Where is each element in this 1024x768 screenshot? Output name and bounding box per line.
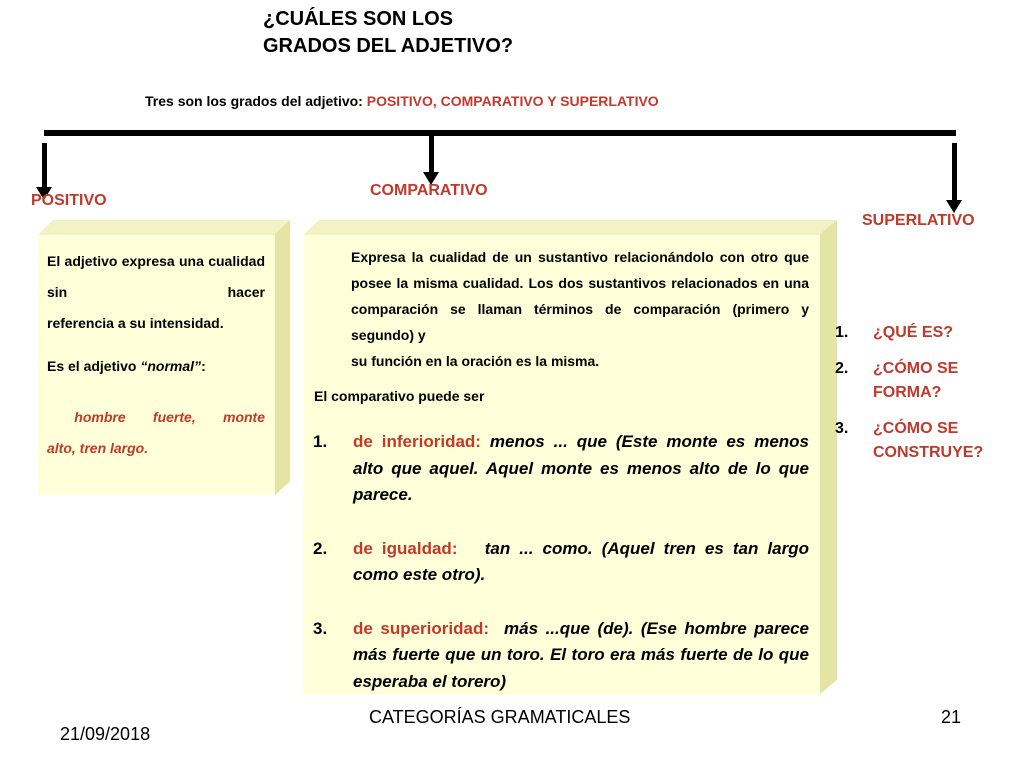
comparativo-intro (351, 244, 809, 374)
comparativo-text: más ...que (de). (Ese hombre parece más fuerte que un toro. El toro era más fuerte de lo que esperaba el torero) (353, 618, 814, 691)
list-number: 3. (835, 420, 849, 437)
title-line-1: ¿CUÁLES SON LOS (263, 8, 454, 30)
list-item (835, 357, 1013, 405)
list-number: 1. (835, 324, 849, 341)
subtitle (145, 93, 659, 109)
label-superlativo: SUPERLATIVO (862, 212, 975, 229)
positivo-normal (47, 351, 265, 382)
footer-date: 21/09/2018 (60, 724, 151, 744)
list-body (353, 616, 814, 696)
comparativo-list (313, 429, 814, 722)
list-item (835, 321, 1013, 345)
footer-title: CATEGORÍAS GRAMATICALES (369, 707, 631, 727)
list-body (353, 536, 814, 589)
positivo-box-top (38, 220, 290, 235)
superlativo-list (835, 321, 1013, 477)
arrow-comparativo-line (429, 136, 434, 173)
comparativo-box-top (303, 220, 837, 235)
comparativo-intro-end: su función en la oración es la misma. (351, 353, 600, 369)
comparativo-term: de igualdad: (353, 538, 458, 558)
list-item (313, 536, 814, 589)
positivo-normal-italic: “normal” (140, 358, 202, 374)
list-number: 2. (313, 538, 328, 558)
list-body (353, 429, 809, 509)
arrow-positivo-line (42, 143, 47, 188)
connector-bar (44, 130, 956, 136)
comparativo-text: menos ... que (Este monte es menos alto que aquel. Aquel monte es menos alto de lo que parece. (353, 432, 809, 504)
positivo-example-2: alto, tren largo. (47, 440, 149, 456)
comparativo-puede-ser: El comparativo puede ser (314, 388, 485, 404)
list-number: 3. (313, 618, 328, 638)
title-line-2: GRADOS DEL ADJETIVO? (263, 35, 514, 57)
positivo-definition-end: referencia a su intensidad. (47, 315, 224, 331)
list-number: 2. (835, 360, 849, 377)
superlativo-question: ¿CÓMO SE FORMA? (873, 360, 959, 401)
positivo-normal-prefix: Es el adjetivo (47, 358, 141, 374)
list-item (313, 616, 814, 696)
subtitle-prefix: Tres son los grados del adjetivo: (145, 93, 367, 109)
positivo-box-side (275, 220, 290, 495)
subtitle-highlight: POSITIVO, COMPARATIVO Y SUPERLATIVO (366, 93, 659, 109)
label-comparativo: COMPARATIVO (370, 182, 488, 199)
list-number: 1. (313, 432, 328, 451)
comparativo-intro-body: Expresa la cualidad de un sustantivo relacionándolo con otro que posee la misma cualidad. Los dos sustantivos relacionados en una comparación se llaman términos de comparación (primero y segundo) y (351, 249, 809, 343)
superlativo-question: ¿CÓMO SE CONSTRUYE? (873, 420, 984, 461)
positivo-text (47, 246, 265, 464)
positivo-definition: El adjetivo expresa una cualidad sin hacer (47, 253, 265, 300)
page-number: 21 (941, 707, 962, 727)
comparativo-text: tan ... como. (Aquel tren es tan largo como este otro). (353, 538, 814, 584)
label-positivo: POSITIVO (31, 192, 107, 209)
list-item (835, 417, 1013, 465)
comparativo-term: de inferioridad: (353, 432, 481, 451)
arrow-superlativo-line (952, 143, 957, 201)
positivo-example-1: hombre fuerte, monte (47, 409, 265, 425)
comparativo-term: de superioridad: (353, 618, 489, 638)
page-title (263, 6, 513, 60)
list-item (313, 429, 809, 509)
positivo-normal-suffix: : (201, 358, 206, 374)
superlativo-question: ¿QUÉ ES? (873, 324, 954, 341)
